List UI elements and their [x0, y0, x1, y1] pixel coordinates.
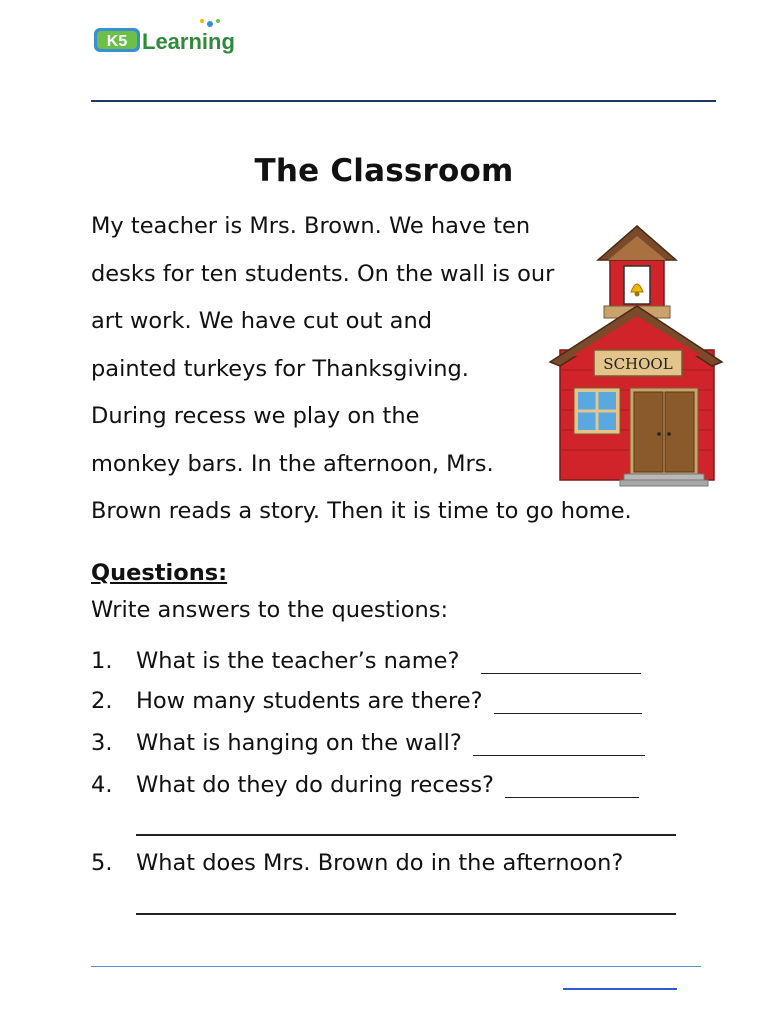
question-text: How many students are there? — [136, 688, 642, 714]
svg-text:K5: K5 — [106, 33, 128, 50]
school-sign-label: SCHOOL — [603, 355, 673, 373]
schoolhouse-illustration — [548, 210, 724, 490]
question-text: What is hanging on the wall? — [136, 730, 645, 756]
header-rule — [91, 100, 716, 102]
footer-rule — [91, 966, 701, 967]
question-text: What is the teacher’s name? — [136, 648, 641, 674]
question-text: What do they do during recess? — [136, 772, 639, 798]
svg-text:Learning: Learning — [142, 29, 235, 54]
answer-blank[interactable] — [505, 773, 639, 798]
answer-blank[interactable] — [494, 689, 642, 714]
question-number: 4. — [91, 772, 113, 798]
question-number: 5. — [91, 850, 113, 876]
question-text: What does Mrs. Brown do in the afternoon? — [136, 850, 624, 876]
footer-link[interactable] — [563, 988, 677, 990]
answer-line[interactable] — [136, 913, 676, 915]
k5-learning-logo — [92, 18, 262, 58]
answer-line[interactable] — [136, 834, 676, 836]
story-line: art work. We have cut out and — [91, 308, 432, 334]
question-number: 1. — [91, 648, 113, 674]
worksheet-title: The Classroom — [254, 153, 514, 189]
questions-instructions: Write answers to the questions: — [91, 597, 449, 623]
question-number: 2. — [91, 688, 113, 714]
story-line: Brown reads a story. Then it is time to go home. — [91, 498, 632, 524]
question-number: 3. — [91, 730, 113, 756]
story-line: My teacher is Mrs. Brown. We have ten — [91, 213, 531, 239]
story-line: monkey bars. In the afternoon, Mrs. — [91, 450, 494, 477]
story-line: During recess we play on the — [91, 403, 420, 429]
answer-blank[interactable] — [481, 649, 641, 674]
questions-heading: Questions: — [91, 560, 228, 586]
answer-blank[interactable] — [473, 731, 645, 756]
story-line: painted turkeys for Thanksgiving. — [91, 355, 469, 382]
story-line: desks for ten students. On the wall is our — [91, 260, 555, 287]
